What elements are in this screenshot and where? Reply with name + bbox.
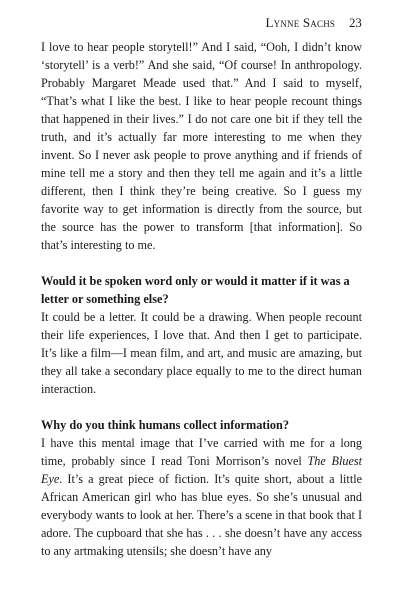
running-head-author: Lynne Sachs xyxy=(265,15,336,30)
question-heading-1: Would it be spoken word only or would it matter if it was a letter or something else? xyxy=(41,274,350,306)
section-spacer xyxy=(41,254,362,272)
answer-paragraph-1: I love to hear people storytell!” And I said, “Ooh, I didn’t know ‘storytell’ is a verb!” And she said, “Of course! In anthropology. Probably Margaret Meade used that.” And I said to myself, “That’s what I like the best. I like to hear people recount things that happened in their lives.” I do not care one bit if they tell the truth, and it’s actually far more interesting to me when they invent. So I never ask people to prove anything and if friends of mine tell me a story and then they tell me again and it’s a little different, then I think they’re being creative. So I guess my favorite way to get information is directly from the source, but the source has the power to transform [that information]. So that’s interesting to me. xyxy=(41,40,362,252)
question-heading-2: Why do you think humans collect information? xyxy=(41,418,290,432)
section-spacer xyxy=(41,398,362,416)
answer-paragraph-3 xyxy=(41,434,362,560)
page-number: 23 xyxy=(349,16,362,30)
answer-text-before-title: I have this mental image that I’ve carried with me for a long time, probably since I read Toni Morrison’s novel xyxy=(41,436,362,468)
answer-text-after-title: . It’s a great piece of fiction. It’s quite short, about a little African American girl who has blue eyes. So she’s unusual and everybody wants to look at her. There’s a scene in that book that I adore. The cupboard that she has . . . she doesn’t have any access to any artmaking utensils; she doesn’t have any xyxy=(41,472,362,558)
answer-paragraph-2: It could be a letter. It could be a drawing. When people recount their life experiences, I love that. And then I get to participate. It’s like a film—I mean film, and art, and music are amazing, but they all take a secondary place equally to me to the direct human interaction. xyxy=(41,310,362,396)
book-title: The Bluest Eye xyxy=(41,454,362,486)
book-page xyxy=(41,15,362,560)
running-head xyxy=(41,15,362,31)
